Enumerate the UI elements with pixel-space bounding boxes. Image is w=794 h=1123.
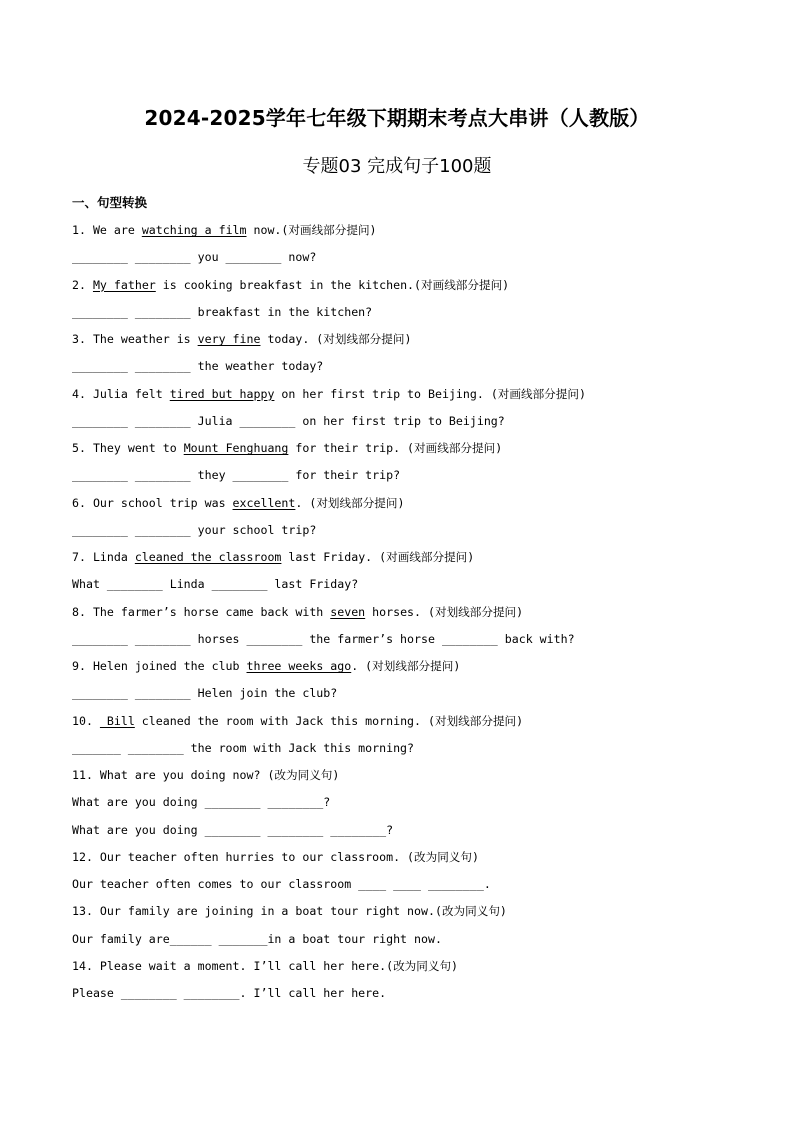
line-text: 9. Helen joined the club: [72, 659, 247, 673]
exercise-line: [72, 902, 772, 929]
line-text: 4. Julia felt: [72, 386, 170, 401]
line-text: 2.: [72, 277, 93, 292]
line-text: What ________ Linda ________ last Friday?: [72, 577, 359, 592]
section-heading: 一、句型转换: [72, 195, 148, 210]
line-text: Our family are______ _______in a boat tour right now.: [72, 931, 442, 946]
exercise-line: [72, 684, 772, 711]
line-text: horses. (对划线部分提问): [365, 604, 524, 619]
exercise-line: [72, 330, 772, 357]
line-text: ________ ________ Julia ________ on her first trip to Beijing?: [72, 413, 505, 428]
line-text: ________ ________ you ________ now?: [72, 250, 317, 265]
exercise-line: [72, 821, 772, 848]
underlined-text: excellent: [232, 495, 296, 510]
line-text: . (对划线部分提问): [351, 659, 461, 673]
underlined-text: cleaned the classroom: [134, 550, 282, 564]
line-text: for their trip. (对画线部分提问): [288, 441, 503, 455]
underlined-text: Bill: [99, 713, 135, 728]
line-text: 7. Linda: [72, 550, 135, 564]
underlined-text: three weeks ago: [246, 659, 352, 673]
line-text: ________ ________ the weather today?: [72, 359, 324, 374]
exercise-line: [72, 303, 772, 330]
line-text: What are you doing ________ ________?: [72, 795, 331, 810]
line-text: 5. They went to: [72, 441, 184, 455]
underlined-text: seven: [330, 604, 366, 619]
line-text: 6. Our school trip was: [72, 495, 233, 510]
underlined-text: Mount Fenghuang: [183, 441, 289, 455]
line-text: . (对划线部分提问): [295, 495, 405, 510]
exercise-line: [72, 603, 772, 630]
line-text: 13. Our family are joining in a boat tour right now.(改为同义句): [72, 904, 507, 919]
line-text: 11. What are you doing now? (改为同义句): [72, 768, 340, 782]
exercise-line: [72, 412, 772, 439]
exercise-lines: [72, 221, 772, 1011]
exercise-line: [72, 657, 772, 684]
line-text: ________ ________ they ________ for their trip?: [72, 468, 401, 483]
exercise-line: [72, 630, 772, 657]
underlined-text: tired but happy: [169, 386, 275, 401]
line-text: 8. The farmer’s horse came back with: [72, 604, 331, 619]
line-text: last Friday. (对画线部分提问): [281, 550, 475, 564]
line-text: 10.: [72, 713, 100, 728]
exercise-line: [72, 248, 772, 275]
underlined-text: My father: [92, 277, 156, 292]
line-text: is cooking breakfast in the kitchen.(对画线部分提问): [155, 277, 510, 292]
exercise-line: [72, 221, 772, 248]
exercise-line: [72, 276, 772, 303]
line-text: ________ ________ horses ________ the farmer’s horse ________ back with?: [72, 631, 575, 646]
line-text: 14. Please wait a moment. I’ll call her here.(改为同义句): [72, 958, 459, 973]
line-text: 1. We are: [72, 223, 142, 237]
exercise-line: [72, 466, 772, 493]
exercise-line: [72, 521, 772, 548]
line-text: ________ ________ Helen join the club?: [72, 686, 338, 701]
exercise-line: [72, 875, 772, 902]
line-text: now.(对画线部分提问): [246, 223, 377, 237]
exercise-line: [72, 494, 772, 521]
line-text: ________ ________ your school trip?: [72, 522, 317, 537]
exercise-line: [72, 930, 772, 957]
underlined-text: very fine: [197, 332, 261, 346]
line-text: on her first trip to Beijing. (对画线部分提问): [274, 386, 586, 401]
exercise-line: [72, 357, 772, 384]
exercise-line: [72, 793, 772, 820]
exercise-line: [72, 766, 772, 793]
line-text: 3. The weather is: [72, 332, 198, 346]
exercise-line: [72, 575, 772, 602]
page-subtitle: 专题03 完成句子100题: [302, 156, 492, 177]
exercise-line: [72, 984, 772, 1011]
exercise-line: [72, 385, 772, 412]
line-text: today. (对划线部分提问): [260, 332, 412, 346]
line-text: Please ________ ________. I’ll call her here.: [72, 986, 387, 1000]
line-text: Our teacher often comes to our classroom ____ ____ ________.: [72, 877, 491, 891]
line-text: ________ ________ breakfast in the kitchen?: [72, 304, 373, 319]
exercise-line: [72, 957, 772, 984]
exercise-line: [72, 439, 772, 466]
exercise-line: [72, 739, 772, 766]
underlined-text: watching a film: [141, 223, 247, 237]
line-text: 12. Our teacher often hurries to our classroom. (改为同义句): [72, 849, 479, 864]
exercise-line: [72, 848, 772, 875]
line-text: _______ ________ the room with Jack this morning?: [72, 740, 415, 755]
exercise-line: [72, 548, 772, 575]
line-text: What are you doing ________ ________ ________?: [72, 822, 394, 837]
line-text: cleaned the room with Jack this morning. (对划线部分提问): [134, 713, 524, 728]
exercise-line: [72, 712, 772, 739]
page-title: 2024-2025学年七年级下期期末考点大串讲（人教版）: [144, 106, 650, 130]
